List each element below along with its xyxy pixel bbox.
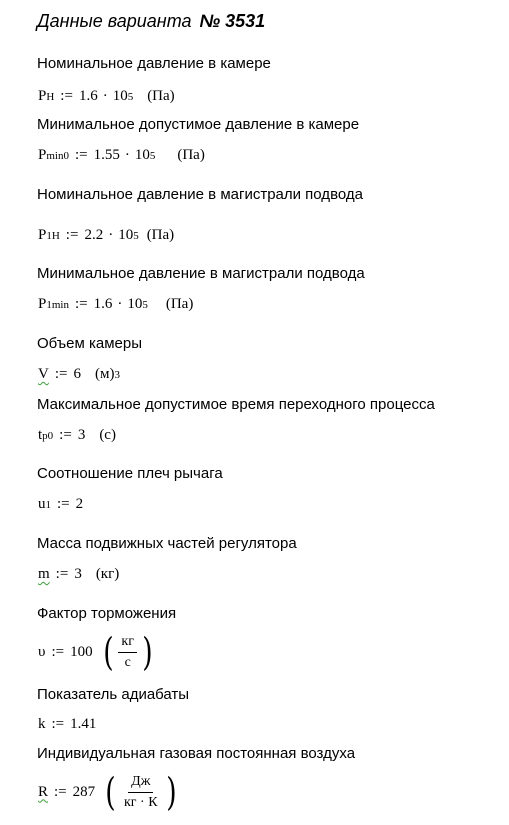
symbol: m xyxy=(38,566,50,582)
exponent: 5 xyxy=(142,298,148,311)
value: 2 xyxy=(75,496,84,512)
symbol: V xyxy=(38,366,49,382)
symbol: u xyxy=(38,496,46,512)
value: 3 xyxy=(74,566,82,582)
unit: (Па) xyxy=(177,147,205,163)
label-chamber-volume: Объем камеры xyxy=(37,335,142,352)
label-lever-ratio: Соотношение плеч рычага xyxy=(37,465,223,482)
label-gas-constant: Индивидуальная газовая постоянная воздуха xyxy=(37,745,356,762)
formula-r[interactable] xyxy=(38,770,178,814)
title-text: Данные варианта xyxy=(37,11,192,31)
value: 1.41 xyxy=(70,716,97,732)
label-nominal-pressure-supply: Номинальное давление в магистрали подвода xyxy=(37,186,363,203)
formula-u-1[interactable] xyxy=(38,496,83,513)
multiply-sign: · xyxy=(117,296,123,312)
right-paren: ) xyxy=(142,630,153,674)
exponent: 5 xyxy=(133,229,139,242)
assign-operator: := xyxy=(54,366,68,382)
assign-operator: := xyxy=(51,643,65,660)
base: 10 xyxy=(118,227,134,243)
left-paren: ( xyxy=(102,630,114,674)
value: 3 xyxy=(77,427,86,443)
symbol: P xyxy=(38,296,47,312)
exponent: 5 xyxy=(127,90,134,103)
formula-p-min0[interactable] xyxy=(38,147,205,164)
unit: (м) xyxy=(94,366,115,382)
formula-upsilon[interactable] xyxy=(38,630,155,674)
label-damping-factor: Фактор торможения xyxy=(37,605,177,622)
assign-operator: := xyxy=(74,147,88,163)
multiply-sign: · xyxy=(102,88,108,104)
value: 287 xyxy=(72,783,96,800)
unit-numerator: Дж xyxy=(128,774,153,793)
assign-operator: := xyxy=(51,716,65,732)
unit-exponent: 3 xyxy=(114,368,120,381)
symbol: υ xyxy=(38,643,46,660)
label-nominal-pressure-chamber: Номинальное давление в камере xyxy=(37,55,271,72)
unit-denominator: кг · К xyxy=(123,794,158,810)
right-paren: ) xyxy=(165,770,177,814)
assign-operator: := xyxy=(57,496,70,512)
unit: (Па) xyxy=(146,227,175,243)
unit: (кг) xyxy=(95,566,120,582)
label-max-transient-time: Максимальное допустимое время переходного процесса xyxy=(37,396,435,413)
assign-operator: := xyxy=(65,227,79,243)
value: 100 xyxy=(70,643,93,660)
unit: (с) xyxy=(99,427,116,443)
formula-m[interactable] xyxy=(38,566,119,583)
label-min-pressure-supply: Минимальное давление в магистрали подвода xyxy=(37,265,365,282)
formula-v[interactable] xyxy=(38,366,120,383)
assign-operator: := xyxy=(74,296,88,312)
variant-number: № 3531 xyxy=(199,11,266,31)
symbol: P xyxy=(38,88,47,104)
multiply-sign: · xyxy=(108,227,114,243)
value: 6 xyxy=(73,366,81,382)
label-min-pressure-chamber: Минимальное допустимое давление в камере xyxy=(37,116,360,133)
subscript: p0 xyxy=(42,429,54,442)
subscript: 1min xyxy=(46,298,69,311)
mantissa: 1.6 xyxy=(78,88,98,104)
page-title xyxy=(37,11,265,32)
formula-p-1h[interactable] xyxy=(38,227,174,244)
base: 10 xyxy=(127,296,143,312)
unit-denominator: с xyxy=(124,654,131,670)
symbol: k xyxy=(38,716,46,732)
exponent: 5 xyxy=(149,149,156,162)
formula-p-h[interactable] xyxy=(38,88,175,105)
unit-fraction xyxy=(103,770,178,814)
base: 10 xyxy=(134,147,150,163)
unit-fraction xyxy=(101,630,155,674)
formula-p-1min[interactable] xyxy=(38,296,193,313)
unit-numerator: кг xyxy=(118,634,137,653)
label-moving-mass: Масса подвижных частей регулятора xyxy=(37,535,297,552)
subscript: H xyxy=(46,90,55,103)
mantissa: 2.2 xyxy=(84,227,104,243)
symbol: P xyxy=(38,147,47,163)
mantissa: 1.55 xyxy=(93,147,120,163)
assign-operator: := xyxy=(59,427,72,443)
assign-operator: := xyxy=(60,88,73,104)
unit: (Па) xyxy=(147,88,175,104)
mantissa: 1.6 xyxy=(93,296,113,312)
base: 10 xyxy=(112,88,128,104)
subscript: 1H xyxy=(46,229,60,242)
formula-k[interactable] xyxy=(38,716,96,733)
unit: (Па) xyxy=(165,296,194,312)
symbol: t xyxy=(38,427,43,443)
subscript: 1 xyxy=(45,498,51,511)
formula-t-p0[interactable] xyxy=(38,427,116,444)
multiply-sign: · xyxy=(124,147,130,163)
left-paren: ( xyxy=(105,770,116,814)
assign-operator: := xyxy=(54,783,67,800)
symbol: P xyxy=(38,227,47,243)
subscript: min0 xyxy=(46,149,69,162)
label-adiabatic-index: Показатель адиабаты xyxy=(37,686,190,703)
assign-operator: := xyxy=(55,566,69,582)
symbol: R xyxy=(38,783,49,800)
